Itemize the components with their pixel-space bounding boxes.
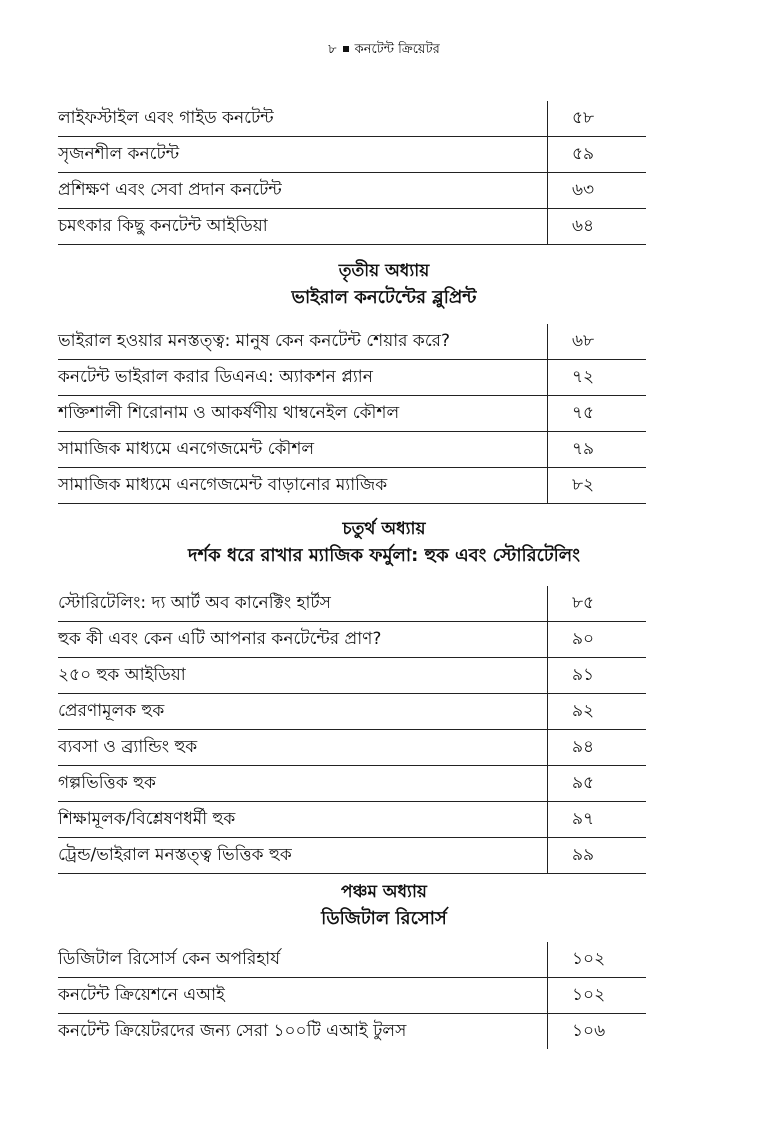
toc-entry-page: ৯৪ (548, 730, 647, 766)
toc-entry-title: প্রশিক্ষণ এবং সেবা প্রদান কনটেন্ট (58, 173, 548, 209)
toc-row (58, 730, 646, 766)
toc-block-continued (58, 101, 646, 245)
toc-entry-title: ডিজিটাল রিসোর্স কেন অপরিহার্য (58, 942, 548, 978)
toc-row (58, 694, 646, 730)
toc-row (58, 209, 646, 245)
toc-entry-title: ট্রেন্ড/ভাইরাল মনস্তত্ত্ব ভিত্তিক হুক (58, 838, 548, 874)
toc-entry-title: ২৫০ হুক আইডিয়া (58, 658, 548, 694)
toc-row (58, 586, 646, 622)
header-book-title: কনটেন্ট ক্রিয়েটর (354, 42, 440, 57)
toc-entry-title: সামাজিক মাধ্যমে এনগেজমেন্ট বাড়ানোর ম্যাজিক (58, 468, 548, 504)
toc-block-chapter-3 (58, 324, 646, 504)
toc-entry-title: স্টোরিটেলিং: দ্য আর্ট অব কানেক্টিং হার্টস (58, 586, 548, 622)
toc-entry-title: শিক্ষামূলক/বিশ্লেষণধর্মী হুক (58, 802, 548, 838)
toc-entry-page: ৭২ (548, 360, 647, 396)
toc-entry-title: সৃজনশীল কনটেন্ট (58, 137, 548, 173)
toc-row (58, 137, 646, 173)
toc-entry-title: ব্যবসা ও ব্র্যান্ডিং হুক (58, 730, 548, 766)
toc-entry-page: ৭৫ (548, 396, 647, 432)
toc-entry-page: ১০৬ (548, 1014, 647, 1050)
toc-entry-title: কনটেন্ট ক্রিয়েটরদের জন্য সেরা ১০০টি এআই টুলস (58, 1020, 407, 1041)
toc-entry-page: ৬৮ (548, 324, 647, 360)
toc-entry-page: ১০২ (548, 978, 647, 1014)
toc-row (58, 468, 646, 504)
chapter-number: পঞ্চম অধ্যায় (341, 882, 427, 902)
toc-row (58, 324, 646, 360)
toc-block-chapter-4 (58, 586, 646, 874)
toc-row (58, 942, 646, 978)
toc-row (58, 802, 646, 838)
toc-table (58, 942, 646, 1049)
toc-row (58, 766, 646, 802)
chapter-title: ডিজিটাল রিসোর্স (321, 908, 447, 929)
chapter-title: ভাইরাল কনটেন্টের ব্লুপ্রিন্ট (291, 287, 477, 308)
chapter-heading-5 (0, 879, 768, 933)
toc-entry-title: লাইফস্টাইল এবং গাইড কনটেন্ট (58, 101, 548, 137)
toc-row (58, 360, 646, 396)
toc-block-chapter-5 (58, 942, 646, 1049)
toc-row (58, 1014, 646, 1050)
toc-entry-title: সামাজিক মাধ্যমে এনগেজমেন্ট কৌশল (58, 432, 548, 468)
toc-entry-page: ৮২ (548, 468, 647, 504)
toc-row (58, 432, 646, 468)
chapter-title: দর্শক ধরে রাখার ম্যাজিক ফর্মুলা: হুক এবং স্টোরিটেলিং (188, 545, 580, 566)
toc-entry-title: ভাইরাল হওয়ার মনস্তত্ত্ব: মানুষ কেন কনটেন্ট শেয়ার করে? (58, 324, 548, 360)
toc-entry-page: ৯৫ (548, 766, 647, 802)
header-separator-square (343, 46, 349, 52)
chapter-heading-3 (0, 258, 768, 312)
toc-entry-page: ১০২ (548, 942, 647, 978)
toc-entry-page: ৯০ (548, 622, 647, 658)
toc-table (58, 586, 646, 874)
chapter-heading-4 (0, 516, 768, 570)
toc-row (58, 838, 646, 874)
toc-row (58, 101, 646, 137)
toc-entry-title: শক্তিশালী শিরোনাম ও আকর্ষণীয় থাম্বনেইল কৌশল (58, 396, 548, 432)
toc-entry-page: ৭৯ (548, 432, 647, 468)
toc-entry-page: ৯৭ (548, 802, 647, 838)
toc-row (58, 978, 646, 1014)
toc-entry-title: চমৎকার কিছু কনটেন্ট আইডিয়া (58, 209, 548, 245)
toc-entry-page: ৯২ (548, 694, 647, 730)
toc-entry-page: ৯৯ (548, 838, 647, 874)
toc-entry-page: ৫৯ (548, 137, 647, 173)
toc-entry-page: ৯১ (548, 658, 647, 694)
running-header (0, 40, 768, 61)
toc-row (58, 622, 646, 658)
chapter-number: চতুর্থ অধ্যায় (342, 519, 426, 539)
toc-entry-title: গল্পভিত্তিক হুক (58, 766, 548, 802)
toc-row (58, 658, 646, 694)
header-page-number: ৮ (328, 42, 337, 57)
toc-entry-page: ৮৫ (548, 586, 647, 622)
toc-entry-title: কনটেন্ট ভাইরাল করার ডিএনএ: অ্যাকশন প্ল্যান (58, 360, 548, 396)
toc-entry-title: কনটেন্ট ক্রিয়েশনে এআই (58, 978, 548, 1014)
toc-row (58, 396, 646, 432)
toc-entry-title: হুক কী এবং কেন এটি আপনার কনটেন্টের প্রাণ? (58, 622, 548, 658)
toc-entry-page: ৫৮ (548, 101, 647, 137)
toc-entry-page: ৬৩ (548, 173, 647, 209)
toc-row (58, 173, 646, 209)
toc-entry-page: ৬৪ (548, 209, 647, 245)
toc-table (58, 101, 646, 245)
toc-table (58, 324, 646, 504)
chapter-number: তৃতীয় অধ্যায় (338, 261, 430, 281)
toc-entry-title: প্রেরণামূলক হুক (58, 694, 548, 730)
